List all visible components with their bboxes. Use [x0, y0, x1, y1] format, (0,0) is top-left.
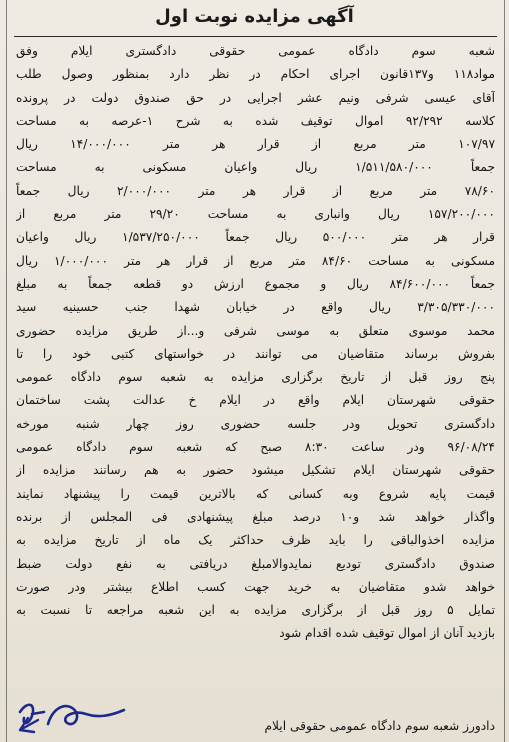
title-divider: [14, 36, 497, 37]
notice-line: مسکونی به مساحت ۸۴/۶۰ متر مربع از قرار هر متر ۱/۰۰۰/۰۰۰ ریال: [16, 253, 495, 268]
notice-line: قرار هر متر ۵۰۰/۰۰۰ ریال جمعاً ۱/۵۳۷/۲۵۰/۰۰۰ ریال واعیان: [16, 230, 495, 245]
notice-line: بازدید آنان از اموال توقیف شده اقدام شود: [279, 626, 495, 641]
notice-line: مزایده اخذوالباقی را باید ظرف حداکثر یک ماه از تاریخ مزایده به: [16, 533, 495, 548]
notice-line: پنج روز قبل از تاریخ برگزاری مزایده به شعبه سوم دادگاه عمومی: [16, 370, 495, 385]
notice-line: جمعاً ۸۴/۶۰۰/۰۰۰ ریال و مجموع ارزش دو قطعه جمعاً به مبلغ: [16, 276, 495, 291]
notice-line: ۳/۳۰۵/۳۳۰/۰۰۰ ریال واقع در خیابان شهدا جنب حسینیه سید: [16, 300, 495, 315]
notice-line: واگذار خواهد شد و۱۰ درصد مبلغ پیشنهادی فی المجلس از برنده: [16, 509, 495, 524]
notice-line: تمایل ۵ روز قبل از برگزاری مزایده به این شعبه مراجعه تا نسبت به: [16, 603, 495, 618]
notice-line: خواهد شدو متقاضیان به خرید جهت کسب اطلاع بیشتر ودر صورت: [16, 579, 495, 594]
notice-line: دادگستری تحویل ودر جلسه حضوری روز چهار شنبه مورخه: [16, 416, 495, 431]
clipping-border-right: [504, 0, 505, 742]
notice-line: حقوقی شهرستان ایلام تشکیل میشود حضور به هم رسانند مزایده از: [16, 463, 495, 478]
notice-line: ۷۸/۶۰ متر مربع از قرار هر متر ۲/۰۰۰/۰۰۰ ریال جمعاً: [16, 183, 495, 198]
signatory-line: دادورز شعبه سوم دادگاه عمومی حقوقی ایلام: [264, 719, 495, 733]
notice-line: قیمت پایه شروع وبه کسانی که بالاترین قیمت را پیشنهاد نمایند: [16, 486, 495, 501]
notice-line: مواد۱۱۸ و۱۳۷قانون اجرای احکام در نظر دارد بمنظور وصول طلب: [16, 67, 495, 82]
notice-line: شعبه سوم دادگاه عمومی حقوقی دادگستری ایلام وفق: [16, 44, 495, 58]
notice-line: صندوق دادگستری تودیع نمایدوالامبلغ دریافتی به نفع دولت ضبط: [16, 556, 495, 571]
notice-line: ۱۵۷/۲۰۰/۰۰۰ ریال وانباری به مساحت ۲۹/۲۰ متر مربع از: [16, 207, 495, 222]
notice-line: بفروش برساند متقاضیان می توانند در خواستهای کتبی خود را تا: [16, 346, 495, 361]
notice-line: حقوقی شهرستان ایلام واقع در ایلام خ عدالت پشت ساختمان: [16, 393, 495, 408]
notice-line: جمعاً ۱/۵۱۱/۵۸۰/۰۰۰ ریال واعیان مسکونی به مساحت: [16, 160, 495, 175]
notice-line: آقای عیسی شرفی ونیم عشر اجرایی در حق صندوق دولت در پرونده: [16, 90, 495, 105]
notice-line: محمد موسوی متعلق به موسی شرفی و...از طریق مزایده حضوری: [16, 323, 495, 338]
notice-line: کلاسه ۹۲/۲۹۲ اموال توقیف شده به شرح ۱-عرصه به مساحت: [16, 113, 495, 128]
notice-line: ۹۶/۰۸/۲۴ ودر ساعت ۸:۳۰ صبح که شعبه سوم دادگاه عمومی: [16, 440, 495, 455]
notice-line: ۱۰۷/۹۷ متر مربع از قرار هر متر ۱۴/۰۰۰/۰۰۰ ریال: [16, 137, 495, 152]
notice-body: [16, 40, 495, 646]
notice-title: آگهی مزایده نوبت اول: [155, 6, 354, 27]
clipping-border-left: [6, 0, 7, 742]
